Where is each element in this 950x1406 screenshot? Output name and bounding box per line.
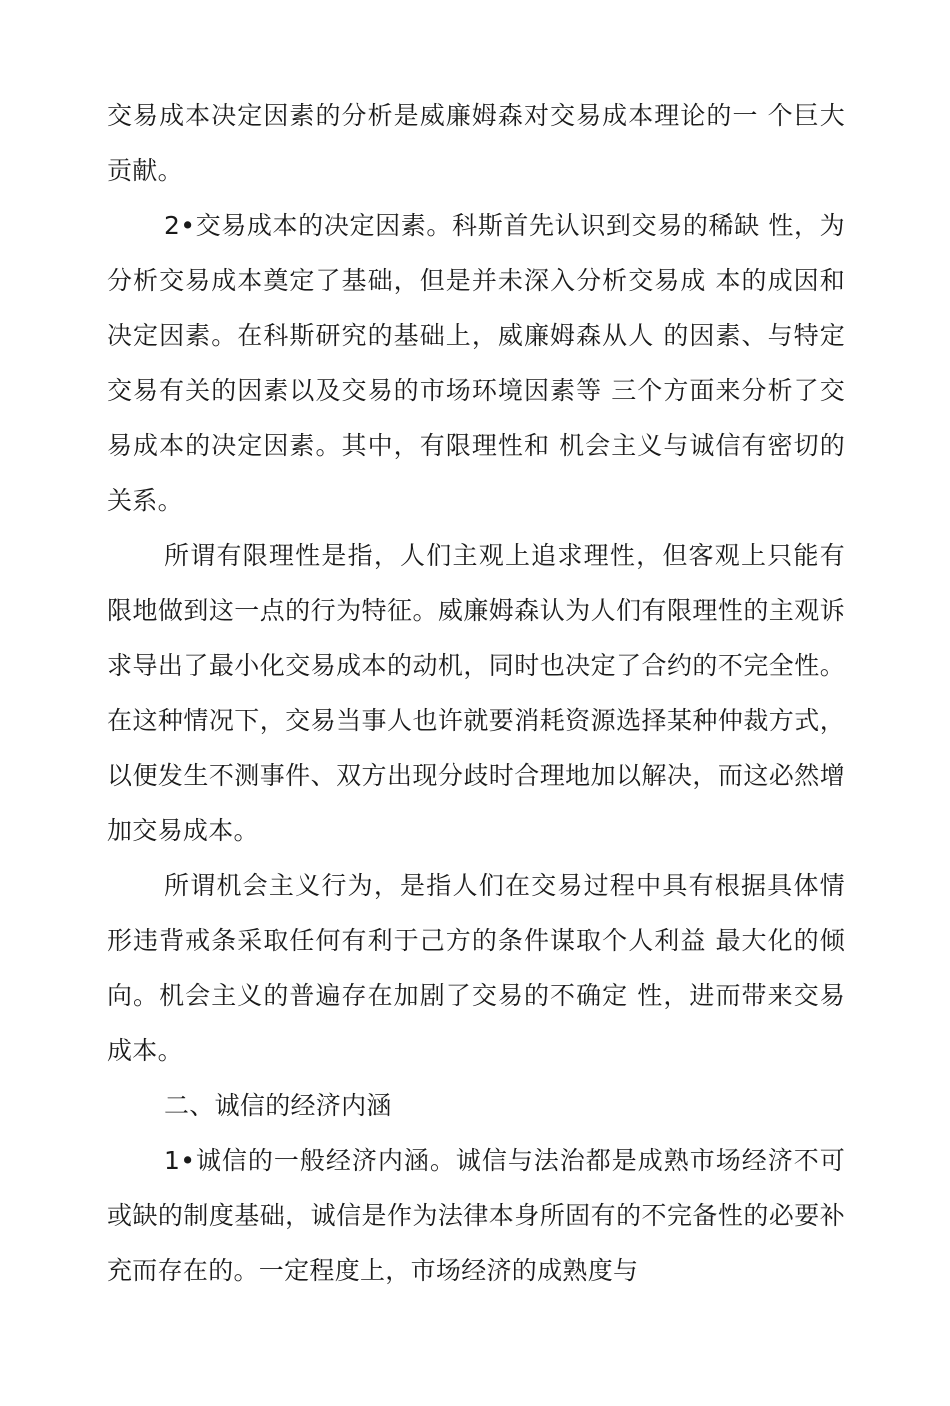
paragraph-integrity: 1•诚信的一般经济内涵。诚信与法治都是成熟市场经济不可或缺的制度基础，诚信是作为法律本身所固有的不完备性的必要补充而存在的。一定程度上，市场经济的成熟度与 xyxy=(107,1146,845,1285)
section-heading: 二、诚信的经济内涵 xyxy=(164,1091,392,1120)
paragraph-determinants: 2•交易成本的决定因素。科斯首先认识到交易的稀缺 性，为分析交易成本奠定了基础，但是并未深入分析交易成 本的成因和决定因素。在科斯研究的基础上，威廉姆森从人 的因素、与特定交易有关的因素以及交易的市场环境因素等 三个方面来分析了交易成本的决定因素。其中，有限理性和 机会主义与诚信有密切的关系。 xyxy=(107,211,845,515)
paragraph-intro: 交易成本决定因素的分析是威廉姆森对交易成本理论的一 个巨大贡献。 xyxy=(107,101,845,185)
paragraph-bounded-rationality: 所谓有限理性是指，人们主观上追求理性，但客观上只能有限地做到这一点的行为特征。威廉姆森认为人们有限理性的主观诉求导出了最小化交易成本的动机，同时也决定了合约的不完全性。在这种情况下，交易当事人也许就要消耗资源选择某种仲裁方式，以便发生不测事件、双方出现分歧时合理地加以解决，而这必然增加交易成本。 xyxy=(107,541,845,845)
paragraph-opportunism: 所谓机会主义行为，是指人们在交易过程中具有根据具体情形违背戒条采取任何有利于己方的条件谋取个人利益 最大化的倾向。机会主义的普遍存在加剧了交易的不确定 性，进而带来交易成本。 xyxy=(107,871,845,1065)
body-text xyxy=(107,88,845,1298)
